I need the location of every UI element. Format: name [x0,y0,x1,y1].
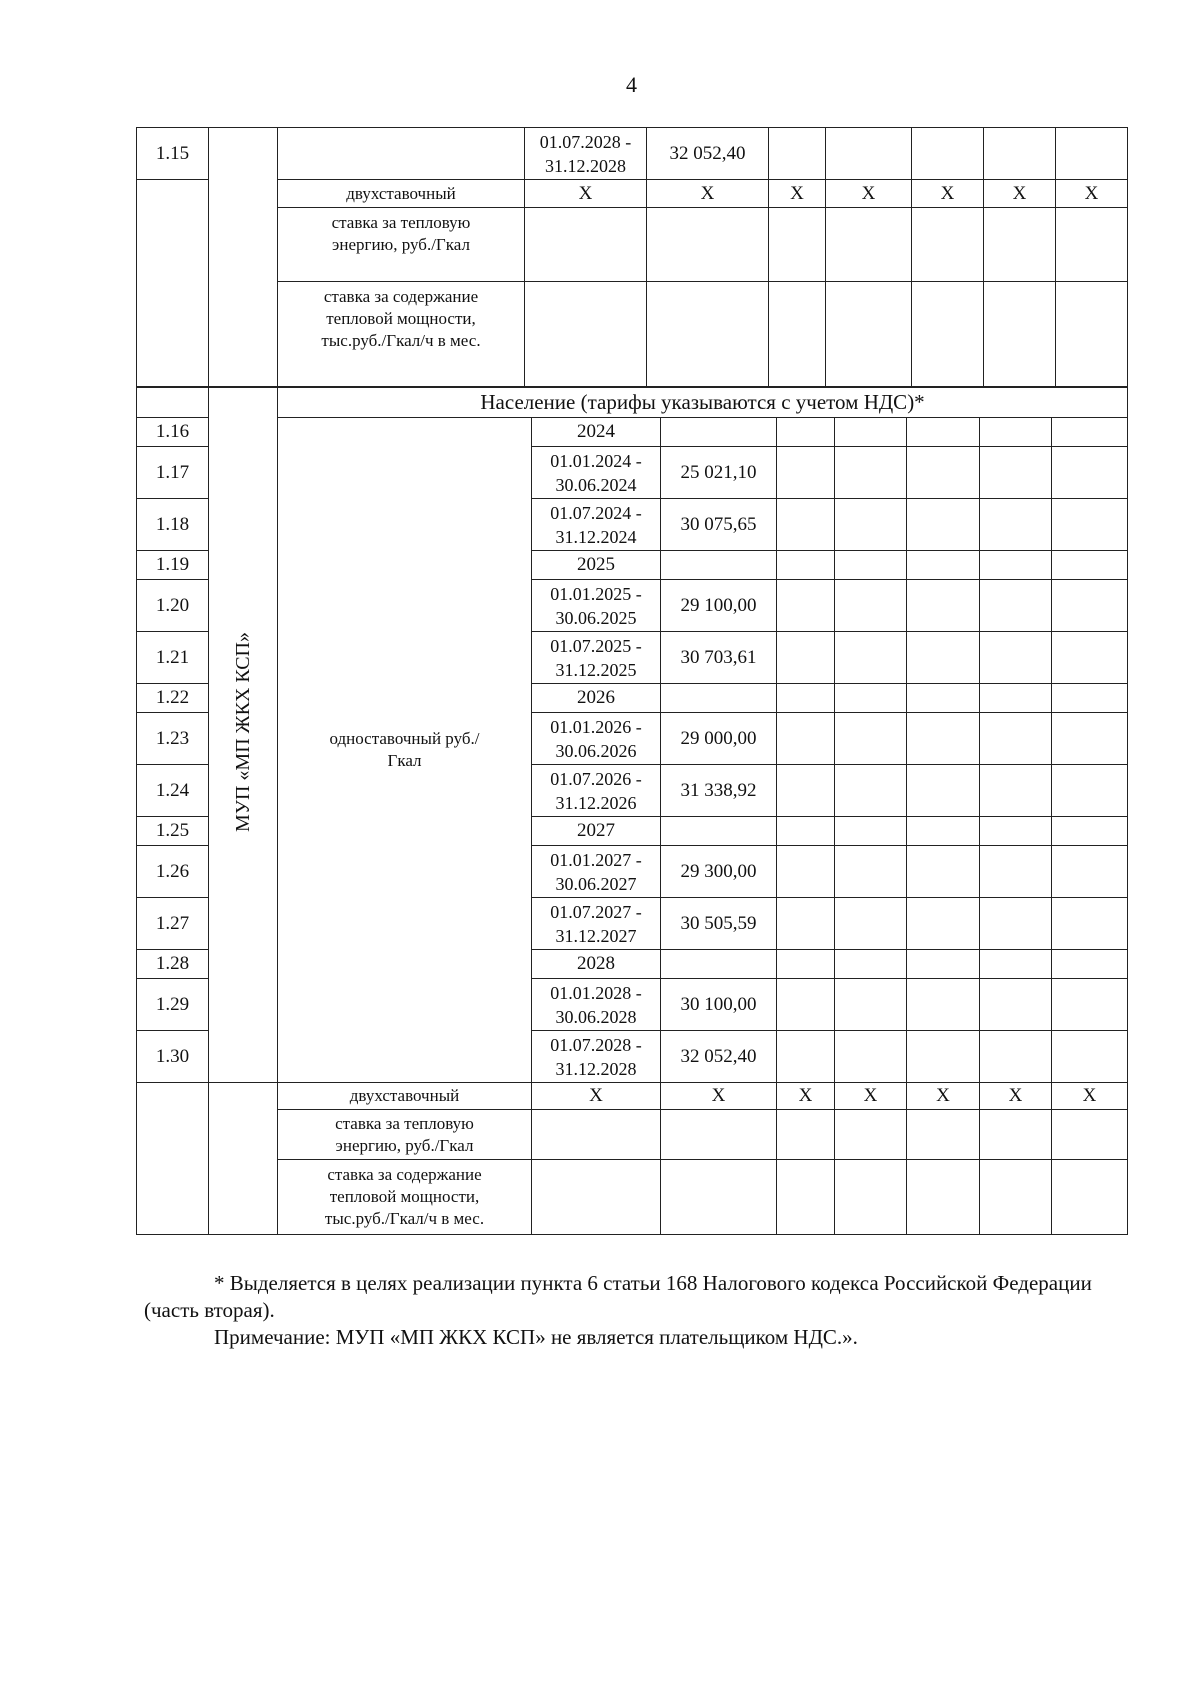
empty-cell [907,713,980,765]
period-cell: 01.07.2026 - 31.12.2026 [532,765,661,817]
row-number: 1.19 [137,551,209,580]
empty-cell [980,1160,1052,1235]
row-number: 1.16 [137,418,209,447]
empty-cell [835,979,907,1031]
empty-cell [777,580,835,632]
energy-rate-label: ставка за тепловую энергию, руб./Гкал [278,208,525,282]
empty-cell [1052,817,1128,846]
empty-cell [661,950,777,979]
empty-cell [984,128,1056,180]
x-mark: X [647,180,769,208]
period-cell: 01.01.2027 - 30.06.2027 [532,846,661,898]
row-number: 1.20 [137,580,209,632]
empty-cell [777,846,835,898]
org-cell [209,128,278,388]
tariff-table-continuation [136,127,1128,388]
empty-cell [1052,846,1128,898]
org-name-cell [209,387,278,1083]
empty-cell [980,447,1052,499]
empty-cell [661,817,777,846]
period-cell: 01.01.2025 - 30.06.2025 [532,580,661,632]
tariff-value: 30 703,61 [661,632,777,684]
empty-cell [777,950,835,979]
two-rate-label: двухставочный [278,180,525,208]
empty-cell [777,765,835,817]
empty-cell [980,418,1052,447]
empty-cell [777,499,835,551]
section-title: Население (тарифы указываются с учетом НДС)* [278,387,1128,418]
empty-cell [980,1110,1052,1160]
empty-cell [1052,979,1128,1031]
row-number: 1.28 [137,950,209,979]
org-name: МУП «МП ЖКХ КСП» [232,631,254,832]
empty-cell [907,418,980,447]
empty-cell [661,418,777,447]
empty-cell [980,765,1052,817]
row-number: 1.29 [137,979,209,1031]
empty-cell [835,499,907,551]
empty-cell [647,282,769,388]
capacity-rate-label: ставка за содержание тепловой мощности, тыс.руб./Гкал/ч в мес. [278,1160,532,1235]
empty-cell [835,418,907,447]
empty-cell [980,817,1052,846]
table-row [137,1160,1128,1235]
tariff-value: 30 505,59 [661,898,777,950]
empty-cell [835,846,907,898]
empty-cell [777,898,835,950]
empty-cell [1056,128,1128,180]
empty-cell [1052,1160,1128,1235]
two-rate-label: двухставочный [278,1083,532,1110]
empty-cell [1052,684,1128,713]
empty-cell [980,950,1052,979]
empty-cell [835,551,907,580]
empty-cell [980,499,1052,551]
row-number: 1.15 [137,128,209,180]
empty-cell [777,1160,835,1235]
empty-cell [777,447,835,499]
empty-cell [777,632,835,684]
empty-cell [647,208,769,282]
empty-cell [1052,499,1128,551]
empty-cell [835,1160,907,1235]
table-row [137,1110,1128,1160]
one-rate-label: одноставочный руб./Гкал [278,418,532,1083]
empty-cell [912,128,984,180]
period-cell: 01.07.2024 - 31.12.2024 [532,499,661,551]
capacity-rate-label: ставка за содержание тепловой мощности, тыс.руб./Гкал/ч в мес. [278,282,525,388]
empty-cell [835,632,907,684]
row-number: 1.18 [137,499,209,551]
x-mark: X [984,180,1056,208]
period-cell: 01.01.2024 - 30.06.2024 [532,447,661,499]
empty-cell [980,580,1052,632]
empty-cell [907,1031,980,1083]
page-number: 4 [626,72,637,97]
empty-cell [980,898,1052,950]
empty-cell [826,282,912,388]
tariff-value: 29 100,00 [661,580,777,632]
empty-cell [835,447,907,499]
table-row [137,418,1128,447]
empty-cell [525,282,647,388]
empty-cell [912,282,984,388]
table-row [137,208,1128,282]
row-number: 1.22 [137,684,209,713]
row-number: 1.30 [137,1031,209,1083]
empty-cell [1052,1110,1128,1160]
period-cell: 01.07.2028 - 31.12.2028 [525,128,647,180]
empty-cell [1052,447,1128,499]
tariff-value: 29 000,00 [661,713,777,765]
empty-cell [777,817,835,846]
empty-cell [532,1110,661,1160]
x-mark: X [907,1083,980,1110]
empty-cell [984,282,1056,388]
empty-cell [907,499,980,551]
row-number: 1.24 [137,765,209,817]
row-number: 1.26 [137,846,209,898]
empty-cell [1052,898,1128,950]
empty-cell [907,1110,980,1160]
x-mark: X [1052,1083,1128,1110]
empty-cell [835,950,907,979]
empty-cell [907,632,980,684]
empty-cell [661,684,777,713]
empty-cell [525,208,647,282]
empty-cell [1056,208,1128,282]
period-cell: 01.07.2027 - 31.12.2027 [532,898,661,950]
empty-cell [907,447,980,499]
year-cell: 2026 [532,684,661,713]
empty-cell [777,1031,835,1083]
x-mark: X [912,180,984,208]
empty-cell [826,208,912,282]
row-number [137,1083,209,1235]
x-mark: X [980,1083,1052,1110]
empty-cell [1052,713,1128,765]
empty-cell [835,713,907,765]
empty-cell [907,551,980,580]
empty-cell [980,632,1052,684]
x-mark: X [525,180,647,208]
row-number [137,387,209,418]
x-mark: X [1056,180,1128,208]
empty-cell [980,979,1052,1031]
empty-cell [980,1031,1052,1083]
table-row [137,282,1128,388]
empty-cell [769,282,826,388]
tariff-value: 29 300,00 [661,846,777,898]
empty-cell [835,817,907,846]
empty-cell [1052,1031,1128,1083]
table-row [137,180,1128,208]
row-number: 1.25 [137,817,209,846]
table-row [137,128,1128,180]
empty-cell [907,1160,980,1235]
year-cell: 2027 [532,817,661,846]
empty-cell [835,765,907,817]
tariff-value: 30 075,65 [661,499,777,551]
empty-cell [777,1110,835,1160]
tariff-value: 32 052,40 [661,1031,777,1083]
empty-cell [1052,580,1128,632]
empty-cell [777,418,835,447]
row-number: 1.27 [137,898,209,950]
x-mark: X [826,180,912,208]
empty-cell [1052,765,1128,817]
empty-cell [1052,950,1128,979]
empty-cell [907,684,980,713]
empty-cell [661,551,777,580]
tariff-value: 25 021,10 [661,447,777,499]
empty-cell [980,846,1052,898]
table-row [137,1083,1128,1110]
tariff-value: 30 100,00 [661,979,777,1031]
empty-cell [777,713,835,765]
tariff-type-cell [278,128,525,180]
empty-cell [532,1160,661,1235]
empty-cell [835,1110,907,1160]
empty-cell [907,846,980,898]
footnote: * Выделяется в целях реализации пункта 6 статьи 168 Налогового кодекса Российской Федерации (часть вторая). [144,1271,1092,1322]
year-cell: 2025 [532,551,661,580]
empty-cell [984,208,1056,282]
empty-cell [980,684,1052,713]
empty-cell [912,208,984,282]
period-cell: 01.07.2025 - 31.12.2025 [532,632,661,684]
empty-cell [907,580,980,632]
x-mark: X [777,1083,835,1110]
empty-cell [835,1031,907,1083]
row-number: 1.21 [137,632,209,684]
row-number: 1.17 [137,447,209,499]
empty-cell [769,208,826,282]
empty-cell [777,551,835,580]
row-number [137,180,209,388]
period-cell: 01.01.2028 - 30.06.2028 [532,979,661,1031]
x-mark: X [661,1083,777,1110]
notes [144,1270,1124,1351]
empty-cell [907,765,980,817]
year-cell: 2028 [532,950,661,979]
empty-cell [835,898,907,950]
empty-cell [835,684,907,713]
empty-cell [907,898,980,950]
empty-cell [661,1110,777,1160]
empty-cell [1052,418,1128,447]
empty-cell [661,1160,777,1235]
period-cell: 01.01.2026 - 30.06.2026 [532,713,661,765]
empty-cell [835,580,907,632]
empty-cell [980,551,1052,580]
empty-cell [907,817,980,846]
energy-rate-label: ставка за тепловую энергию, руб./Гкал [278,1110,532,1160]
empty-cell [1052,632,1128,684]
empty-cell [769,128,826,180]
x-mark: X [769,180,826,208]
row-number: 1.23 [137,713,209,765]
x-mark: X [835,1083,907,1110]
period-cell: 01.07.2028 - 31.12.2028 [532,1031,661,1083]
empty-cell [907,950,980,979]
tariff-table-population [136,386,1128,1235]
tariff-value: 32 052,40 [647,128,769,180]
empty-cell [826,128,912,180]
year-cell: 2024 [532,418,661,447]
empty-cell [1056,282,1128,388]
empty-cell [907,979,980,1031]
empty-cell [1052,551,1128,580]
x-mark: X [532,1083,661,1110]
empty-cell [777,979,835,1031]
tariff-value: 31 338,92 [661,765,777,817]
empty-cell [980,713,1052,765]
empty-cell [777,684,835,713]
org-cell [209,1083,278,1235]
remark: Примечание: МУП «МП ЖКХ КСП» не является плательщиком НДС.». [214,1325,858,1349]
table-row [137,387,1128,418]
